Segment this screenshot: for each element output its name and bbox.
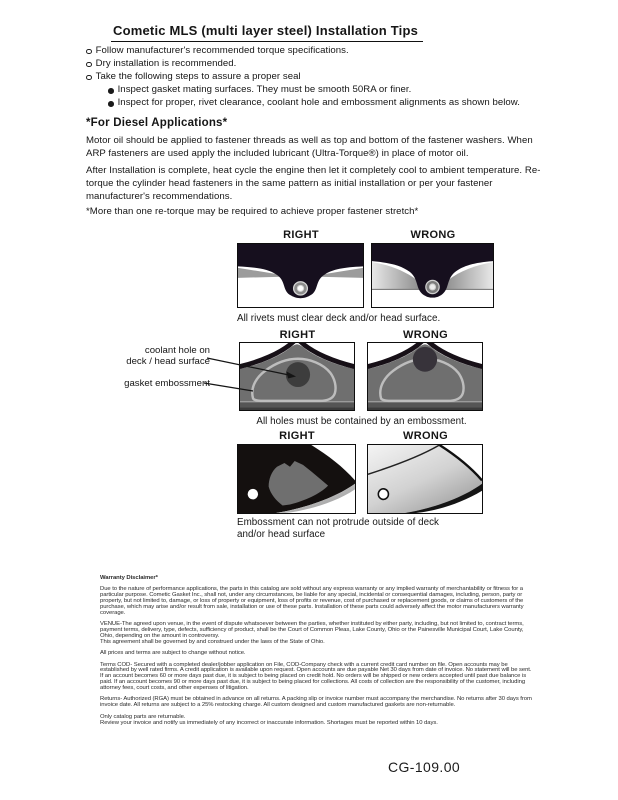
rivet-wrong-diagram	[371, 243, 494, 308]
coolant-hole-label: coolant hole on deck / head surface	[126, 345, 210, 368]
holes-caption: All holes must be contained by an embossment.	[256, 416, 467, 427]
right-label: RIGHT	[283, 229, 319, 241]
embossment-wrong-diagram	[367, 444, 483, 514]
bolt-hole	[378, 489, 388, 500]
embossment-right-diagram	[237, 444, 356, 514]
installation-tips-list	[86, 44, 566, 109]
filled-bullet-icon	[108, 101, 114, 107]
tip-text: Inspect gasket mating surfaces. They must be smooth 50RA or finer.	[117, 84, 412, 95]
wrong-label: WRONG	[403, 329, 448, 341]
page-title: Cometic MLS (multi layer steel) Installation Tips	[111, 23, 423, 42]
tip-text: Take the following steps to assure a proper seal	[95, 71, 301, 82]
diesel-paragraph-2: After Installation is complete, heat cycle the engine then let it completely cool to ambient temperature. Re-torque the cylinder head fasteners in the same pattern as initial installation or per your fastener manufacturer's recommendations.	[86, 165, 541, 202]
coolant-hole	[413, 347, 437, 372]
right-label: RIGHT	[279, 430, 315, 442]
list-item	[86, 44, 566, 57]
rivet-icon	[425, 280, 440, 295]
arrowhead-icon	[287, 372, 297, 379]
gasket-embossment-label: gasket embossment	[124, 378, 210, 389]
diesel-paragraph-1: Motor oil should be applied to fastener threads as well as top and bottom of the fastener washers. When ARP fasteners are used apply the included lubricant (Ultra-Torque®) in place of motor oil.	[86, 135, 533, 159]
open-bullet-icon	[86, 49, 92, 55]
disclaimer-paragraph: Due to the nature of performance applications, the parts in this catalog are sold without any express warranty or any implied warranty of merchantability or fitness for a particular purpose. Cometic Gasket Inc., shall not, under any circumstances, be liable for any special, incidental or consequential damages, including, person, party or property, but not limited to, damage, or loss of property or equipment, loss of profits or revenue, cost of purchased or replacement goods, or claims of customers of the purchase, which may arise and/or result from sale, installation or use of these parts. Installation of these parts could adversely affect the motor manufacturers warranty coverage.	[100, 586, 524, 616]
document-number: CG-109.00	[388, 759, 461, 775]
list-item	[108, 96, 566, 109]
warranty-disclaimer	[100, 576, 534, 732]
open-bullet-icon	[86, 75, 92, 81]
prices-line: All prices and terms are subject to change without notice.	[100, 650, 246, 657]
list-item	[86, 70, 566, 83]
embossment-caption: Embossment can not protrude outside of deck and/or head surface	[237, 517, 440, 540]
retorque-note: *More than one re-torque may be required to achieve proper fastener stretch*	[86, 206, 419, 217]
diesel-heading: *For Diesel Applications*	[86, 117, 228, 129]
returnable-line: Only catalog parts are returnable.	[100, 713, 186, 720]
rivet-right-diagram	[237, 243, 364, 308]
list-item	[108, 83, 566, 96]
wrong-label: WRONG	[410, 229, 456, 241]
filled-bullet-icon	[108, 88, 114, 94]
tip-text: Follow manufacturer's recommended torque specifications.	[95, 45, 349, 56]
rivet-icon	[293, 281, 308, 296]
terms-cod-paragraph: Terms COD- Secured with a completed dealer/jobber application on File, COD-Company check with a current credit card number on file. Open accounts may be established by well rated firms. A credit application is available upon request. Open accounts are due payable Net 30 days from date of invoice. No statement will be sent. If an account becomes 60 or more days past due, it is subject to being placed on credit hold. No orders will be shipped or new orders accepted until past due balance is paid. If an account becomes 90 or more days past due, it is subject to being placed for collections. All costs of collection are the responsibility of the customer, including attorney fees, court costs, and other expenses of litigation.	[100, 661, 532, 691]
returns-paragraph: Returns- Authorized (RGA) must be obtained in advance on all returns. A packing slip or invoice number must accompany the merchandise. No returns after 30 days from invoice date. All returns are subject to a 25% restocking charge. All custom designed and custom manufactured gaskets are non-returnable.	[100, 696, 532, 709]
right-label: RIGHT	[279, 329, 316, 341]
disclaimer-heading: Warranty Disclaimer*	[100, 575, 158, 581]
tip-text: Inspect for proper, rivet clearance, coolant hole and embossment alignments as shown below.	[117, 97, 520, 108]
rivet-caption: All rivets must clear deck and/or head surface.	[237, 313, 441, 324]
open-bullet-icon	[86, 62, 92, 68]
governing-law-line: This agreement shall be governed by and construed under the laws of the State of Ohio.	[100, 638, 325, 645]
wrong-label: WRONG	[403, 430, 448, 442]
bolt-hole	[248, 489, 258, 500]
tip-text: Dry installation is recommended.	[95, 58, 237, 69]
leader-lines	[203, 352, 315, 398]
review-invoice-line: Review your invoice and notify us immediately of any incorrect or inaccurate information. Shortages must be reported within 10 days.	[100, 719, 438, 726]
holes-wrong-diagram	[367, 342, 483, 411]
list-item	[86, 57, 566, 70]
venue-paragraph: VENUE-The agreed upon venue, in the event of dispute whatsoever between the parties, whether instituted by either party, including, but not limited to, contract terms, payment terms, delivery, type, defects, sufficiency of product, shall be the Court of Common Pleas, Lake County, Ohio or the Painesville Municipal Court, Lake County, Ohio, depending on the amount in controversy.	[100, 621, 524, 639]
